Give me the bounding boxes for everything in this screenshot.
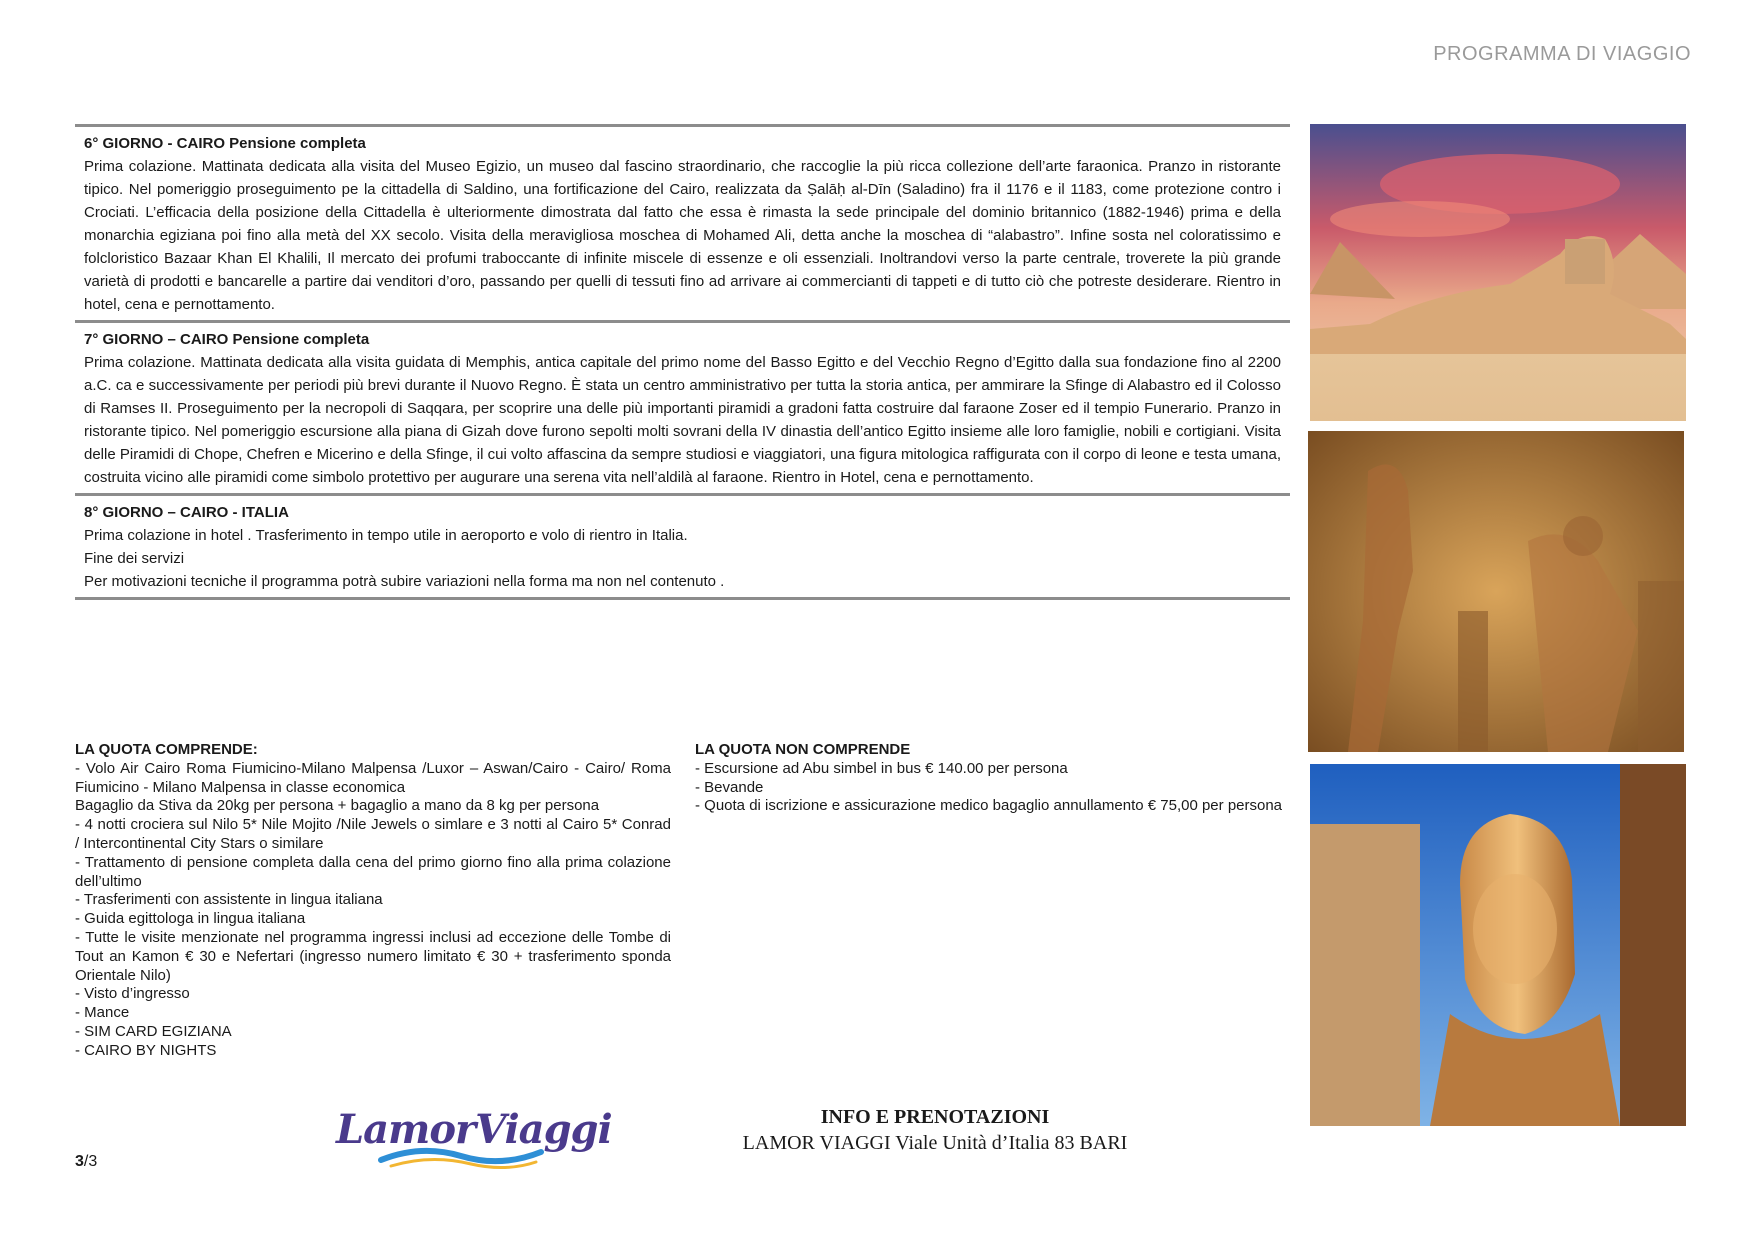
quota-non-comprende (695, 741, 1295, 816)
list-item: - Mance (75, 1004, 130, 1022)
logo-wordmark: LamorViaggi (336, 1106, 612, 1153)
list-item: - SIM CARD EGIZIANA (75, 1022, 232, 1040)
quota-non-comprende-title: LA QUOTA NON COMPRENDE (695, 741, 911, 758)
day-text-line: Prima colazione. Mattinata dedicata alla visita del Museo Egizio, un museo dal fascino straordinario, che raccoglie la più ricca collezione dell’arte faraonica. Pranzo in ristorante tipico. Nel pomeriggio proseguimento pe la cittadella di Saldino, una fortificazione del Cairo, realizzata da Ṣalāḥ al-Dīn (Saladino) fra il 1176 e il 1183, come protezione contro i Crociati. L’efficacia della posizione della Cittadella è ulteriormente dimostrata dal fatto che essa è rimasta la sede principale del dominio britannico (1882-1946) prima e della monarchia egiziana poi fino alla metà del XX secolo. Visita della meravigliosa moschea di Mohamed Ali, detta anche la moschea di “alabastro”. Infine sosta nel coloratissimo e folcloristico Bazaar Khan El Khalili, Il mercato dei profumi traboccante di infinite miscele di essenze e oli essenziali. Inoltrandovi verso la parte centrale, troverete la più grande varietà di prodotti e bancarelle a partire dai venditori d’oro, passando per quelli di tessuti fino ad arrivare ai commercianti di tappeti e di tutto ciò che potreste desiderare. Rientro in hotel, cena e pernottamento. (84, 158, 1281, 313)
list-item: Bagaglio da Stiva da 20kg per persona + bagaglio a mano da 8 kg per persona (75, 797, 600, 815)
list-item: - Tutte le visite menzionate nel programma ingressi inclusi ad eccezione delle Tombe di Tout an Kamon € 30 e Nefertari (ingresso numero limitato € 30 + trasferimento sponda Orientale Nilo) (75, 928, 671, 984)
day-8 (75, 496, 1290, 600)
lamor-viaggi-logo (336, 1106, 612, 1172)
info-prenotazioni (715, 1104, 1155, 1156)
itinerary-days (75, 124, 1290, 600)
list-item: - Visto d’ingresso (75, 985, 190, 1003)
page-number (75, 1153, 97, 1171)
day-description (84, 351, 1281, 489)
list-item: - Guida egittologa in lingua italiana (75, 910, 306, 928)
list-item: - Trasferimenti con assistente in lingua italiana (75, 891, 383, 909)
temple-relief-photo (1308, 431, 1684, 752)
day-description (84, 524, 1281, 593)
day-text-line: Per motivazioni tecniche il programma potrà subire variazioni nella forma ma non nel contenuto . (84, 573, 725, 590)
list-item: - Quota di iscrizione e assicurazione medico bagaglio annullamento € 75,00 per persona (695, 797, 1283, 815)
day-title: 8° GIORNO – CAIRO - ITALIA (84, 504, 289, 521)
list-item: - CAIRO BY NIGHTS (75, 1041, 217, 1059)
day-text-line: Fine dei servizi (84, 550, 185, 567)
day-description (84, 155, 1281, 316)
list-item: - Trattamento di pensione completa dalla cena del primo giorno fino alla prima colazione dell’ultimo (75, 853, 671, 890)
list-item: - Volo Air Cairo Roma Fiumicino-Milano Malpensa /Luxor – Aswan/Cairo - Cairo/ Roma Fiumicino - Milano Malpensa in classe economica (75, 759, 671, 796)
list-item: - Escursione ad Abu simbel in bus € 140.00 per persona (695, 759, 1068, 777)
info-title: INFO E PRENOTAZIONI (820, 1106, 1050, 1128)
day-6 (75, 127, 1290, 323)
day-text-line: Prima colazione in hotel . Trasferimento in tempo utile in aeroporto e volo di rientro in Italia. (84, 527, 688, 544)
agency-address: LAMOR VIAGGI Viale Unità d’Italia 83 BARI (742, 1132, 1128, 1154)
total-pages: /3 (83, 1153, 98, 1170)
day-7 (75, 323, 1290, 496)
logo-wave-icon (376, 1142, 546, 1172)
current-page: 3 (75, 1153, 84, 1170)
day-title: 7° GIORNO – CAIRO Pensione completa (84, 331, 370, 348)
sphinx-pyramids-photo (1310, 124, 1686, 421)
list-item: - Bevande (695, 778, 764, 796)
day-text-line: Prima colazione. Mattinata dedicata alla visita guidata di Memphis, antica capitale del primo nome del Basso Egitto e del Vecchio Regno d’Egitto dalla sua fondazione fino al 2200 a.C. ca e successivamente per periodi più brevi durante il Nuovo Regno. È stata un centro amministrativo per tutta la storia antica, per ammirare la Sfinge di Alabastro ed il Colosso di Ramses II. Proseguimento per la necropoli di Saqqara, per scoprire una delle più importanti piramidi a gradoni fatta costruire dal faraone Zoser ed il tempio Funerario. Pranzo in ristorante tipico. Nel pomeriggio escursione alla piana di Gizah dove furono sepolti molti sovrani della IV dinastia dell’antico Egitto insieme alle loro famiglie, nobili e cortigiani. Visita delle Piramidi di Chope, Chefren e Micerino e della Sfinge, il cui volto affascina da sempre studiosi e viaggiatori, una figura mitologica raffigurata con il corpo di leone e testa umana, costruita vicino alle piramidi come simbolo protettivo per augurare una serena vita nell’aldilà al faraone. Rientro in Hotel, cena e pernottamento. (84, 354, 1281, 486)
page-header-title: PROGRAMMA DI VIAGGIO (1433, 43, 1691, 65)
pharaoh-statue-photo (1310, 764, 1686, 1126)
quota-comprende-title: LA QUOTA COMPRENDE: (75, 741, 258, 758)
list-item: - 4 notti crociera sul Nilo 5* Nile Mojito /Nile Jewels o simlare e 3 notti al Cairo 5* Conrad / Intercontinental City Stars o similare (75, 816, 671, 852)
day-title: 6° GIORNO - CAIRO Pensione completa (84, 135, 366, 152)
quota-comprende (75, 741, 671, 1061)
